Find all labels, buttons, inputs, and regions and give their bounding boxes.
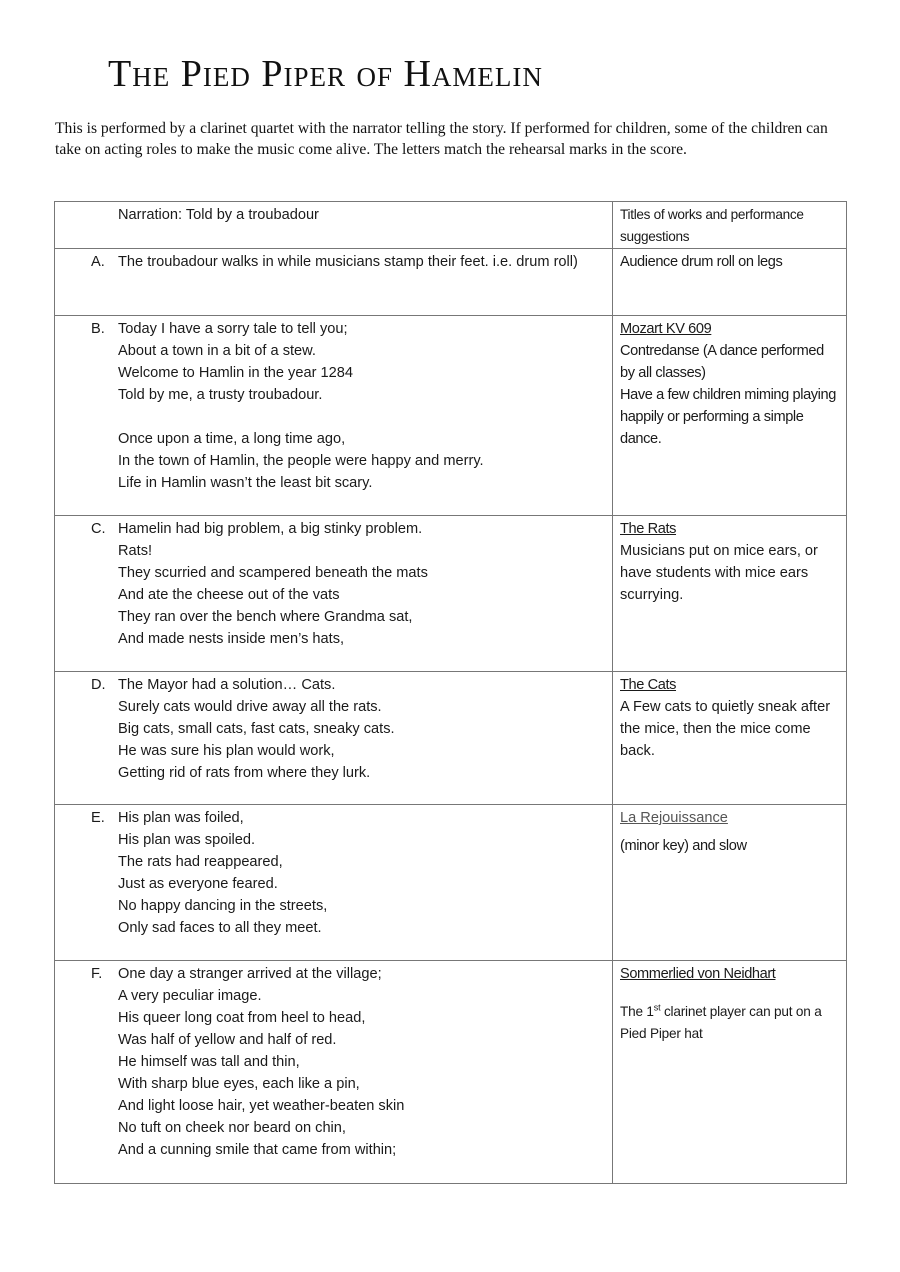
narration-text: His plan was foiled, His plan was spoiled. The rats had reappeared, Just as everyone feared. No happy dancing in the streets, Only sad faces to all they meet. <box>118 810 328 936</box>
rehearsal-letter: C. <box>91 521 106 537</box>
work-cell <box>613 672 847 805</box>
table-row <box>55 961 847 1184</box>
rehearsal-letter: D. <box>91 677 106 693</box>
table-row <box>55 516 847 672</box>
work-cell <box>613 516 847 672</box>
ordinal-suffix: st <box>653 1002 661 1013</box>
work-title: The Cats <box>620 677 677 693</box>
work-title: La Rejouissance <box>620 810 728 826</box>
work-cell <box>613 961 847 1184</box>
page-title: The Pied Piper of Hamelin <box>108 53 543 95</box>
performance-suggestion: A Few cats to quietly sneak after the mice, then the mice come back. <box>620 699 831 759</box>
performance-suggestion: Musicians put on mice ears, or have students with mice ears scurrying. <box>620 543 818 603</box>
rehearsal-letter: E. <box>91 810 105 826</box>
header-narration: Narration: Told by a troubadour <box>118 207 319 223</box>
performance-suggestion: (minor key) and slow <box>620 838 747 854</box>
narration-text: One day a stranger arrived at the village; A very peculiar image. His queer long coat from heel to head, Was half of yellow and half of red. He himself was tall and thin, With sharp blue eyes, each like a pin, And light loose hair, yet weather-beaten skin No tuft on cheek nor beard on chin, And a cunning smile that came from within; <box>118 966 405 1158</box>
performance-suggestion: Contredanse (A dance performed by all classes) Have a few children miming playing happily or performing a simple dance. <box>620 343 836 447</box>
work-title: The Rats <box>620 521 677 537</box>
narration-cell <box>55 249 613 316</box>
rehearsal-letter: A. <box>91 254 105 270</box>
table-row <box>55 316 847 516</box>
narration-text: The Mayor had a solution… Cats. Surely cats would drive away all the rats. Big cats, small cats, fast cats, sneaky cats. He was sure his plan would work, Getting rid of rats from where they lurk. <box>118 677 395 781</box>
performance-suggestion <box>620 1001 840 1045</box>
suggestion-text-end: clarinet player can put on a Pied Piper hat <box>620 1004 822 1041</box>
narration-text: The troubadour walks in while musicians stamp their feet. i.e. drum roll) <box>118 254 578 270</box>
table-row <box>55 672 847 805</box>
suggestion-text-start: The 1 <box>620 1004 654 1019</box>
header-titles-cell <box>613 202 847 249</box>
work-title: Mozart KV 609 <box>620 321 712 337</box>
rehearsal-letter: B. <box>91 321 105 337</box>
narration-cell <box>55 961 613 1184</box>
intro-paragraph: This is performed by a clarinet quartet with the narrator telling the story. If performed for children, some of the children can take on acting roles to make the music come alive. The letters match the rehearsal marks in the score. <box>55 120 828 158</box>
table-header-row <box>55 202 847 249</box>
work-cell <box>613 805 847 961</box>
table-row <box>55 805 847 961</box>
performance-suggestion: Audience drum roll on legs <box>620 254 783 270</box>
header-narration-cell <box>55 202 613 249</box>
narration-cell <box>55 516 613 672</box>
work-cell <box>613 316 847 516</box>
narration-cell <box>55 672 613 805</box>
narration-cell <box>55 316 613 516</box>
table-row <box>55 249 847 316</box>
narration-text: Hamelin had big problem, a big stinky problem. Rats! They scurried and scampered beneath the mats And ate the cheese out of the vats They ran over the bench where Grandma sat, And made nests inside men’s hats, <box>118 521 428 647</box>
narration-cell <box>55 805 613 961</box>
narration-table <box>54 201 847 1184</box>
header-titles: Titles of works and performance suggestions <box>620 207 804 244</box>
work-cell <box>613 249 847 316</box>
narration-text: Today I have a sorry tale to tell you; About a town in a bit of a stew. Welcome to Hamlin in the year 1284 Told by me, a trusty troubadour. Once upon a time, a long time ago, In the town of Hamlin, the people were happy and merry. Life in Hamlin wasn’t the least bit scary. <box>118 321 484 491</box>
work-title: Sommerlied von Neidhart <box>620 966 776 982</box>
rehearsal-letter: F. <box>91 966 103 982</box>
